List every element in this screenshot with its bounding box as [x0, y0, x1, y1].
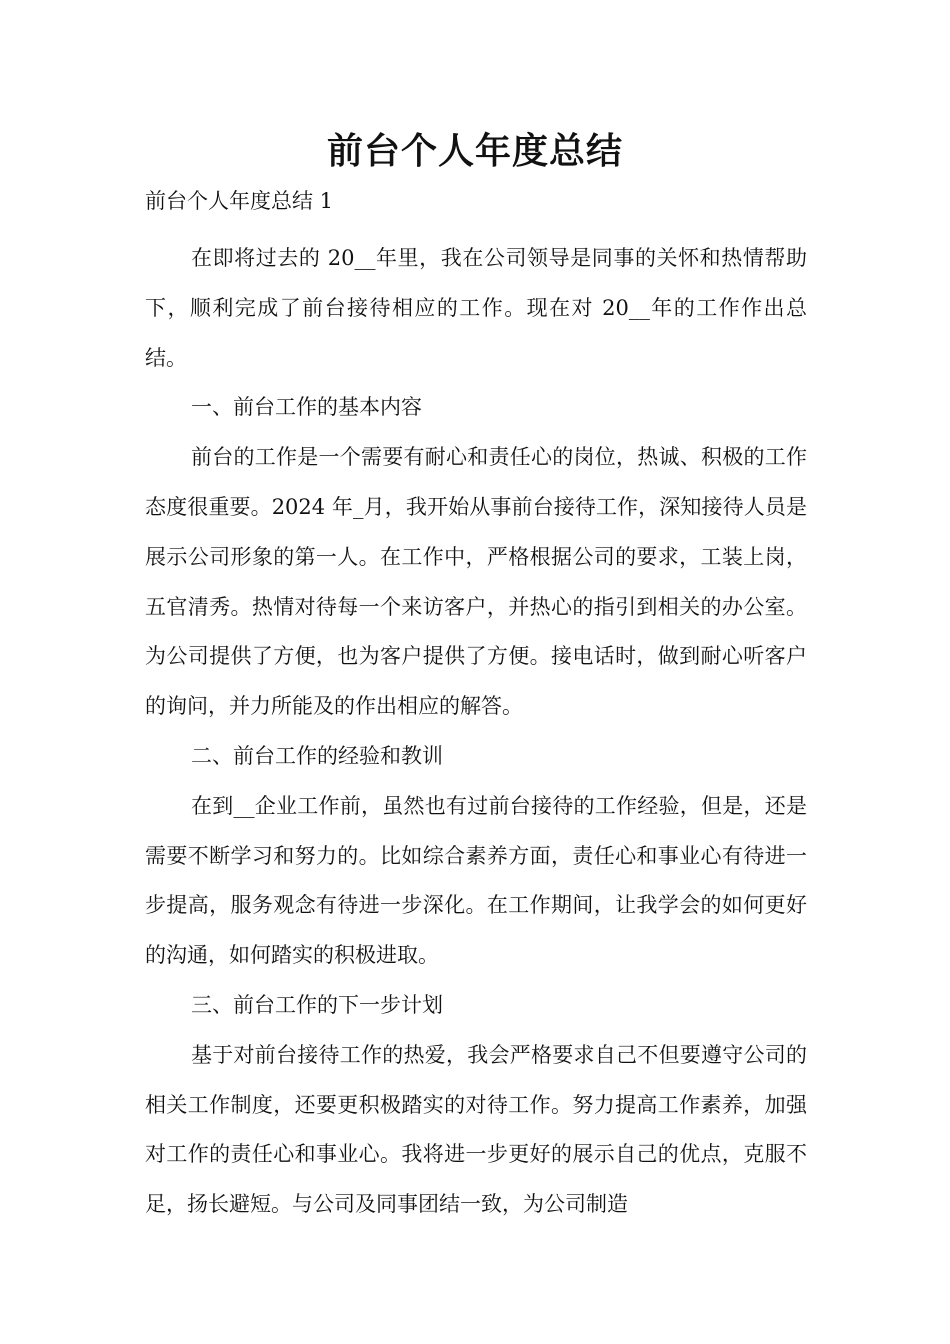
section-heading-2: 二、前台工作的经验和教训	[191, 743, 443, 768]
section-heading-3: 三、前台工作的下一步计划	[191, 992, 443, 1017]
document-subtitle: 前台个人年度总结 1	[145, 189, 334, 213]
section-heading-1: 一、前台工作的基本内容	[191, 395, 422, 420]
document-body	[145, 234, 807, 1230]
section-paragraph-2: 在到__企业工作前，虽然也有过前台接待的工作经验，但是，还是需要不断学习和努力的。比如综合素养方面，责任心和事业心有待进一步提高，服务观念有待进一步深化。在工作期间，让我学会的如何更好的沟通，如何踏实的积极进取。	[145, 793, 807, 968]
section-paragraph-1: 前台的工作是一个需要有耐心和责任心的岗位，热诚、积极的工作态度很重要。2024 年_月，我开始从事前台接待工作，深知接待人员是展示公司形象的第一人。在工作中，严格根据公司的要求，工装上岗，五官清秀。热情对待每一个来访客户，并热心的指引到相关的办公室。为公司提供了方便，也为客户提供了方便。接电话时，做到耐心听客户的询问，并力所能及的作出相应的解答。	[145, 445, 807, 719]
document-title: 前台个人年度总结	[326, 131, 623, 172]
section-paragraph-3: 基于对前台接待工作的热爱，我会严格要求自己不但要遵守公司的相关工作制度，还要更积极踏实的对待工作。努力提高工作素养，加强对工作的责任心和事业心。我将进一步更好的展示自己的优点，克服不足，扬长避短。与公司及同事团结一致，为公司制造	[145, 1042, 807, 1217]
intro-paragraph: 在即将过去的 20__年里，我在公司领导是同事的关怀和热情帮助下，顺利完成了前台接待相应的工作。现在对 20__年的工作作出总结。	[145, 246, 807, 370]
